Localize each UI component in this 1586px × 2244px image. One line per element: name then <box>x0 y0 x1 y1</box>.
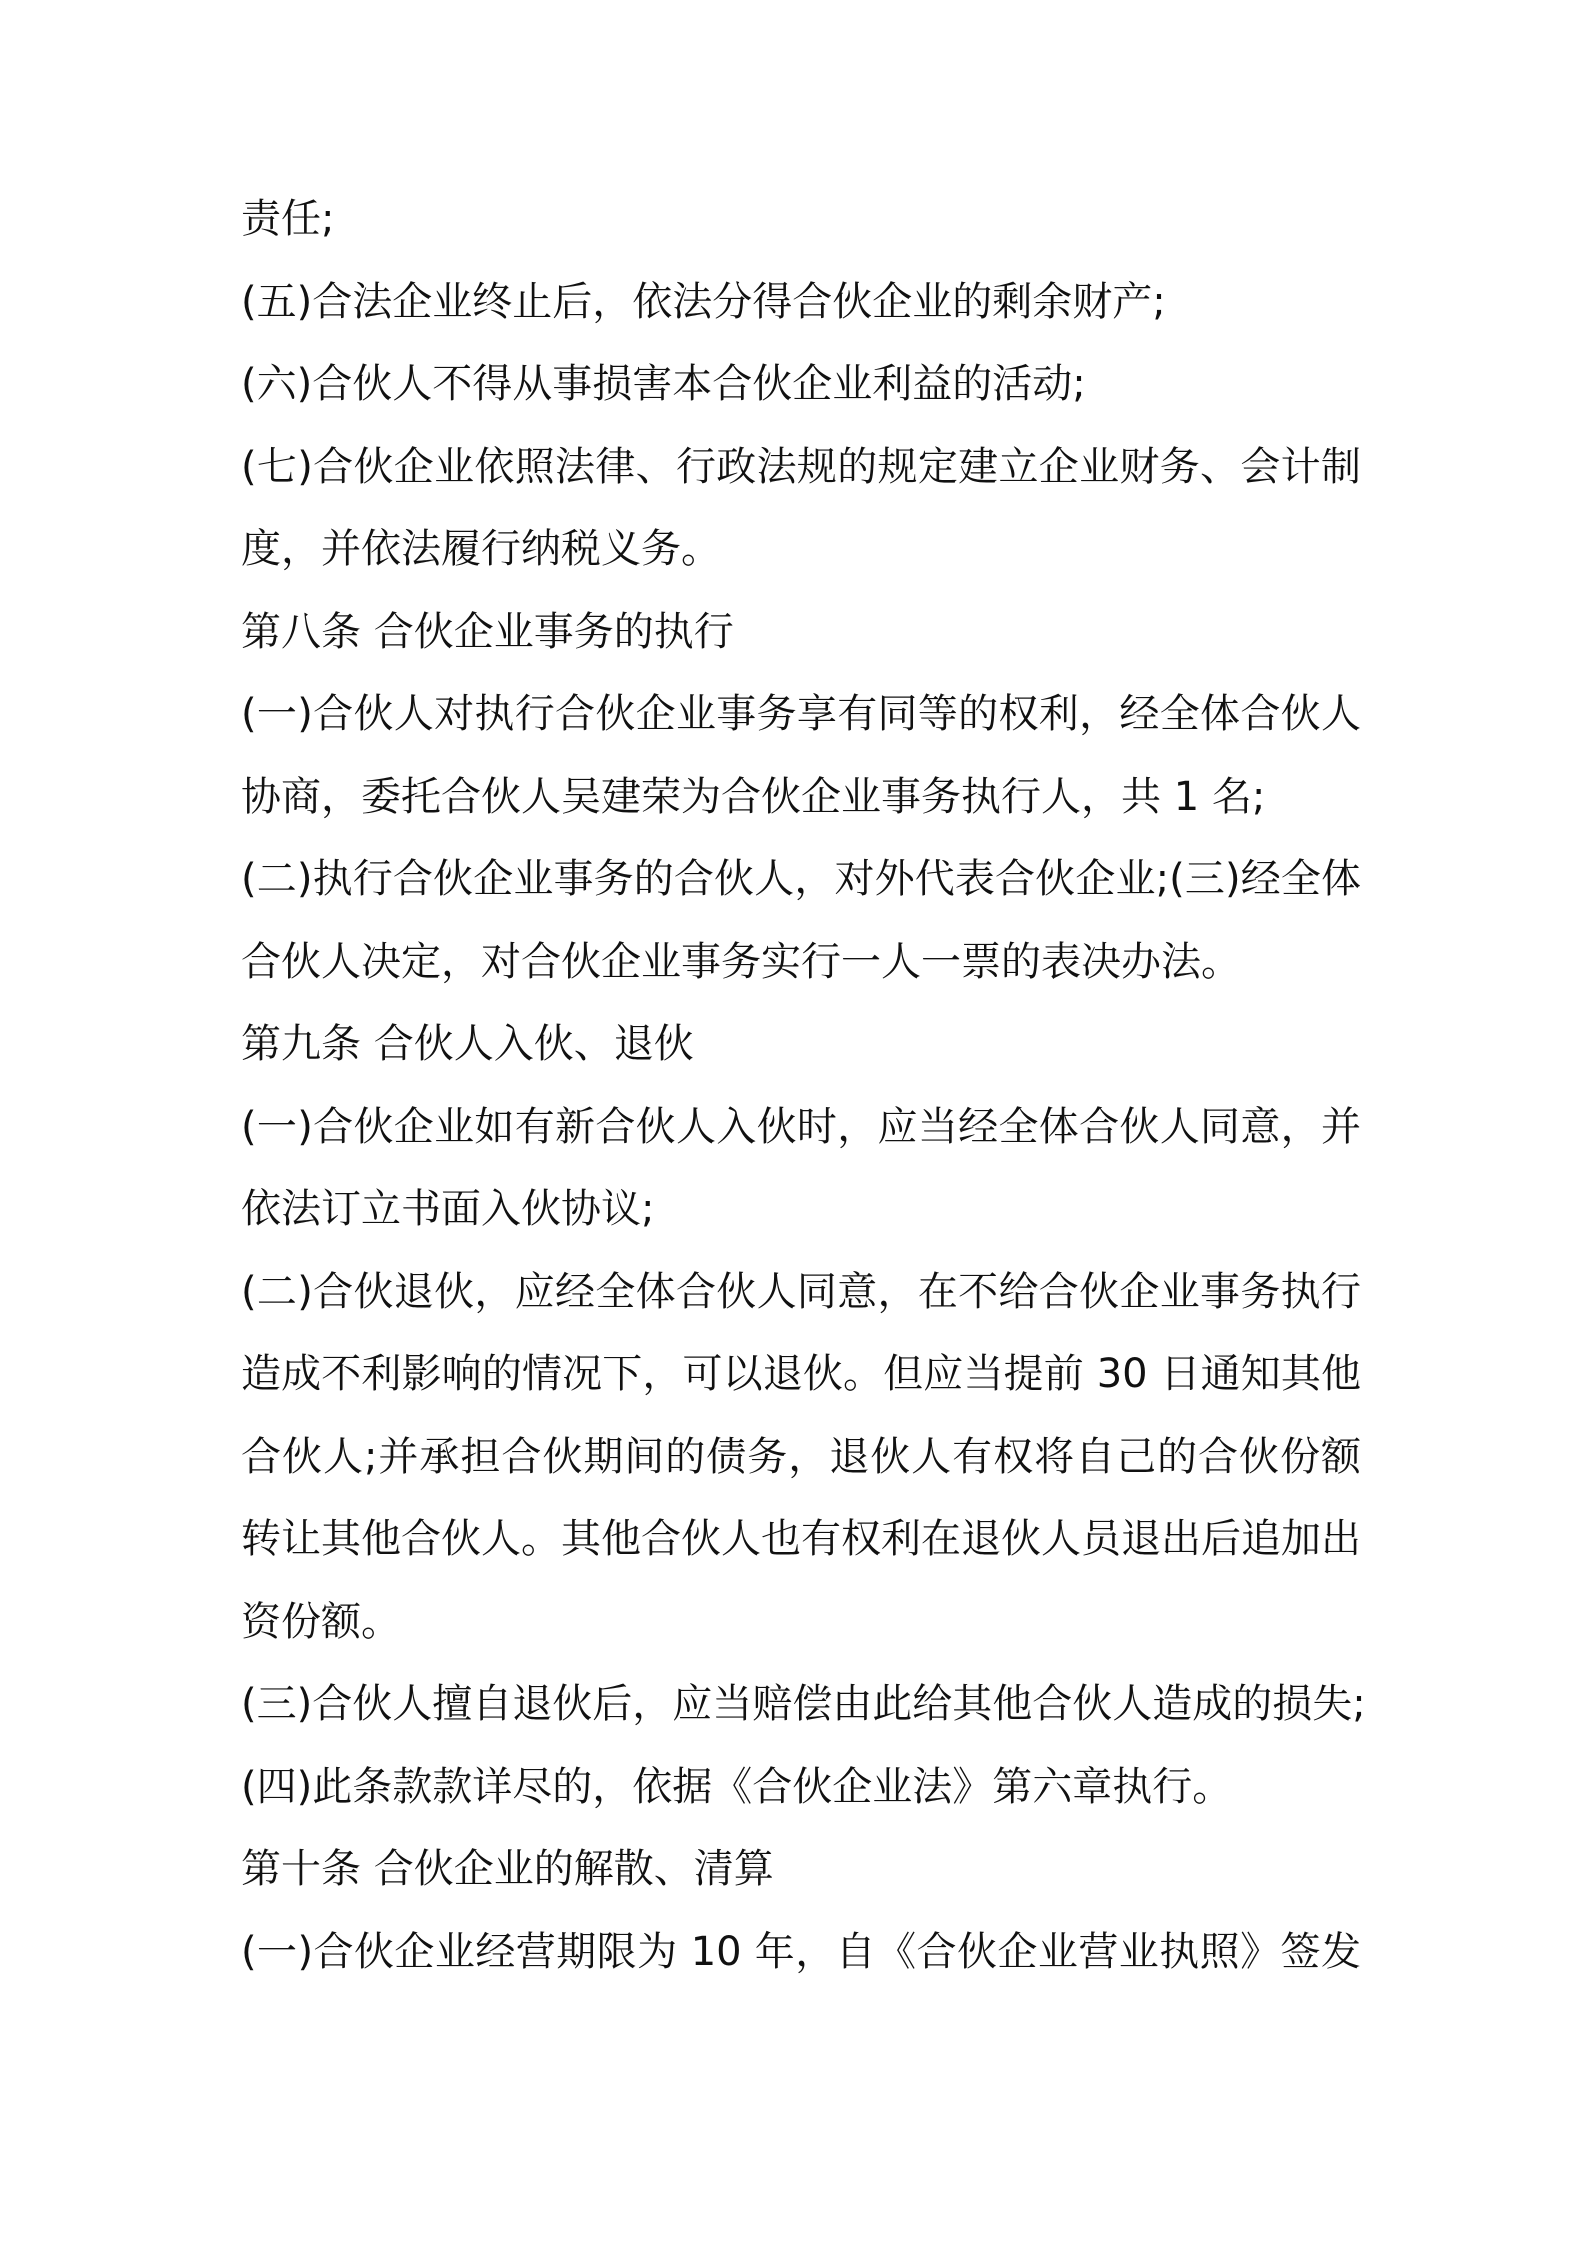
article-9-item-4: (四)此条款款详尽的，依据《合伙企业法》第六章执行。 <box>241 1763 1233 1810</box>
article-10-heading: 第十条 合伙企业的解散、清算 <box>241 1846 774 1892</box>
clause-item-7: (七)合伙企业依照法律、行政法规的规定建立企业财务、会计制 <box>241 443 1361 490</box>
article-8-item-3-cont: 合伙人决定，对合伙企业事务实行一人一票的表决办法。 <box>241 938 1241 985</box>
article-9-item-2-cont-1: 造成不利影响的情况下，可以退伙。但应当提前 30 日通知其他 <box>241 1351 1361 1397</box>
text-line-continuation: 责任; <box>241 196 335 242</box>
article-9-item-3: (三)合伙人擅自退伙后，应当赔偿由此给其他合伙人造成的损失; <box>241 1681 1366 1727</box>
article-8-heading: 第八条 合伙企业事务的执行 <box>241 608 734 655</box>
article-9-item-2-cont-4: 资份额。 <box>241 1598 401 1645</box>
clause-item-5: (五)合法企业终止后，依法分得合伙企业的剩余财产; <box>241 278 1166 325</box>
clause-item-6: (六)合伙人不得从事损害本合伙企业利益的活动; <box>241 361 1086 407</box>
article-8-item-2: (二)执行合伙企业事务的合伙人，对外代表合伙企业;(三)经全体 <box>241 856 1361 902</box>
article-9-item-2: (二)合伙退伙，应经全体合伙人同意，在不给合伙企业事务执行 <box>241 1268 1361 1315</box>
document-page <box>241 196 1366 2011</box>
article-8-item-1-cont: 协商，委托合伙人吴建荣为合伙企业事务执行人，共 1 名; <box>241 773 1266 820</box>
article-10-item-1: (一)合伙企业经营期限为 10 年，自《合伙企业营业执照》签发 <box>241 1928 1361 1975</box>
article-9-item-2-cont-2: 合伙人;并承担合伙期间的债务，退伙人有权将自己的合伙份额 <box>241 1433 1361 1480</box>
clause-item-7-cont: 度，并依法履行纳税义务。 <box>241 526 721 572</box>
article-9-item-1: (一)合伙企业如有新合伙人入伙时，应当经全体合伙人同意，并 <box>241 1103 1361 1150</box>
article-9-heading: 第九条 合伙人入伙、退伙 <box>241 1021 694 1067</box>
article-9-item-2-cont-3: 转让其他合伙人。其他合伙人也有权利在退伙人员退出后追加出 <box>241 1516 1361 1562</box>
article-9-item-1-cont: 依法订立书面入伙协议; <box>241 1186 655 1232</box>
article-8-item-1: (一)合伙人对执行合伙企业事务享有同等的权利，经全体合伙人 <box>241 691 1361 737</box>
